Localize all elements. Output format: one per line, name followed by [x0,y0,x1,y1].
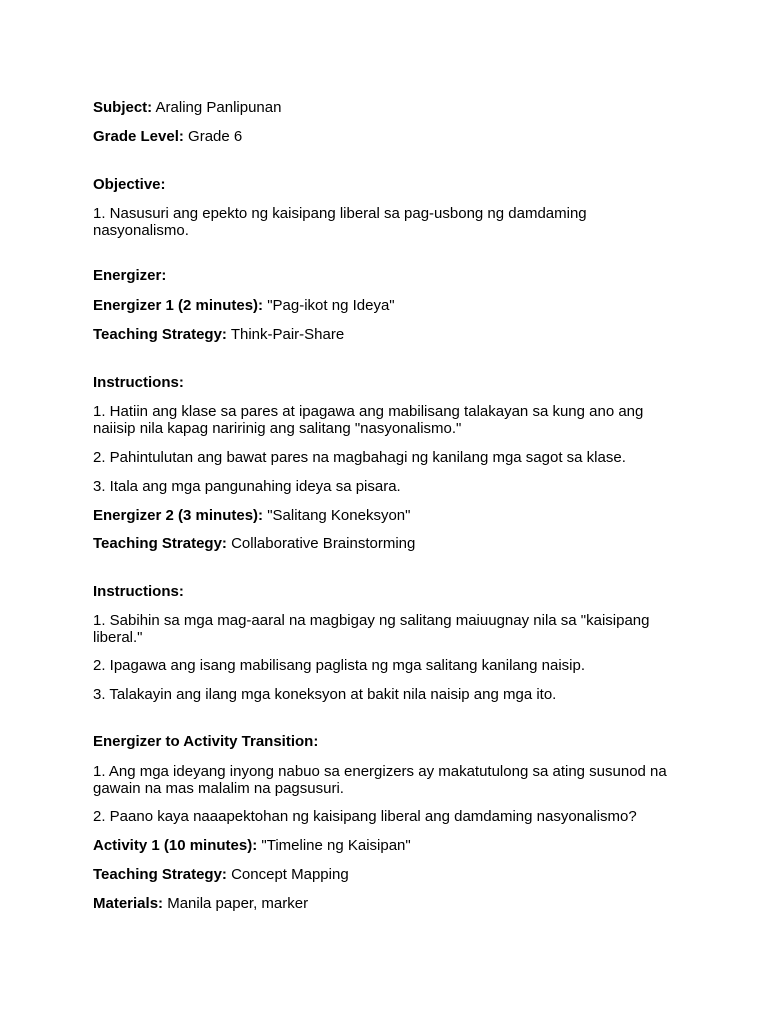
energizer-1-strategy-line [93,326,683,343]
energizer-1-line [93,297,683,314]
activity-1-line [93,837,683,854]
materials-value: Manila paper, marker [167,895,309,912]
transition-item: 2. Paano kaya naaapektohan ng kaisipang liberal ang damdaming nasyonalismo? [93,808,637,825]
energizer-2-title: "Salitang Koneksyon" [267,507,411,524]
activity-1-label: Activity 1 (10 minutes): [93,837,258,854]
subject-line [93,99,683,116]
strategy-value: Collaborative Brainstorming [231,535,416,552]
energizer-2-instruction-item: 1. Sabihin sa mga mag-aaral na magbigay ng salitang maiuugnay nila sa "kaisipang liberal." [93,612,650,646]
strategy-label: Teaching Strategy: [93,866,227,883]
energizer-1-instruction-item: 3. Itala ang mga pangunahing ideya sa pisara. [93,478,401,495]
energizer-1-title: "Pag-ikot ng Ideya" [267,297,395,314]
subject-label: Subject: [93,99,153,116]
strategy-value: Concept Mapping [231,866,349,883]
energizer-1-instruction-item: 2. Pahintulutan ang bawat pares na magbahagi ng kanilang mga sagot sa klase. [93,449,626,466]
grade-level-value: Grade 6 [188,128,243,145]
energizer-2-strategy-line [93,535,683,552]
transition-heading: Energizer to Activity Transition: [93,733,319,750]
materials-label: Materials: [93,895,164,912]
energizer-2-instructions-heading: Instructions: [93,583,184,600]
energizer-1-instructions-heading: Instructions: [93,374,184,391]
energizer-1-instruction-item: 1. Hatiin ang klase sa pares at ipagawa ang mabilisang talakayan sa kung ano ang naiisip nila kapag naririnig ang salitang "nasyonalismo." [93,403,644,437]
activity-1-strategy-line [93,866,683,883]
grade-level-label: Grade Level: [93,128,184,145]
materials-line [93,895,683,912]
energizer-heading: Energizer: [93,267,167,284]
energizer-2-label: Energizer 2 (3 minutes): [93,507,264,524]
energizer-2-line [93,507,683,524]
strategy-value: Think-Pair-Share [230,326,345,343]
energizer-2-instruction-item: 2. Ipagawa ang isang mabilisang paglista ng mga salitang kanilang naisip. [93,657,585,674]
activity-1-title: "Timeline ng Kaisipan" [261,837,411,854]
grade-level-line [93,128,683,145]
objective-heading: Objective: [93,176,166,193]
energizer-2-instruction-item: 3. Talakayin ang ilang mga koneksyon at bakit nila naisip ang mga ito. [93,686,557,703]
objective-item: 1. Nasusuri ang epekto ng kaisipang liberal sa pag-usbong ng damdaming nasyonalismo. [93,205,587,239]
subject-value: Araling Panlipunan [155,99,282,116]
energizer-1-label: Energizer 1 (2 minutes): [93,297,264,314]
strategy-label: Teaching Strategy: [93,326,227,343]
strategy-label: Teaching Strategy: [93,535,227,552]
transition-item: 1. Ang mga ideyang inyong nabuo sa energizers ay makatutulong sa ating susunod na gawain na mas malalim na pagsusuri. [93,763,667,797]
